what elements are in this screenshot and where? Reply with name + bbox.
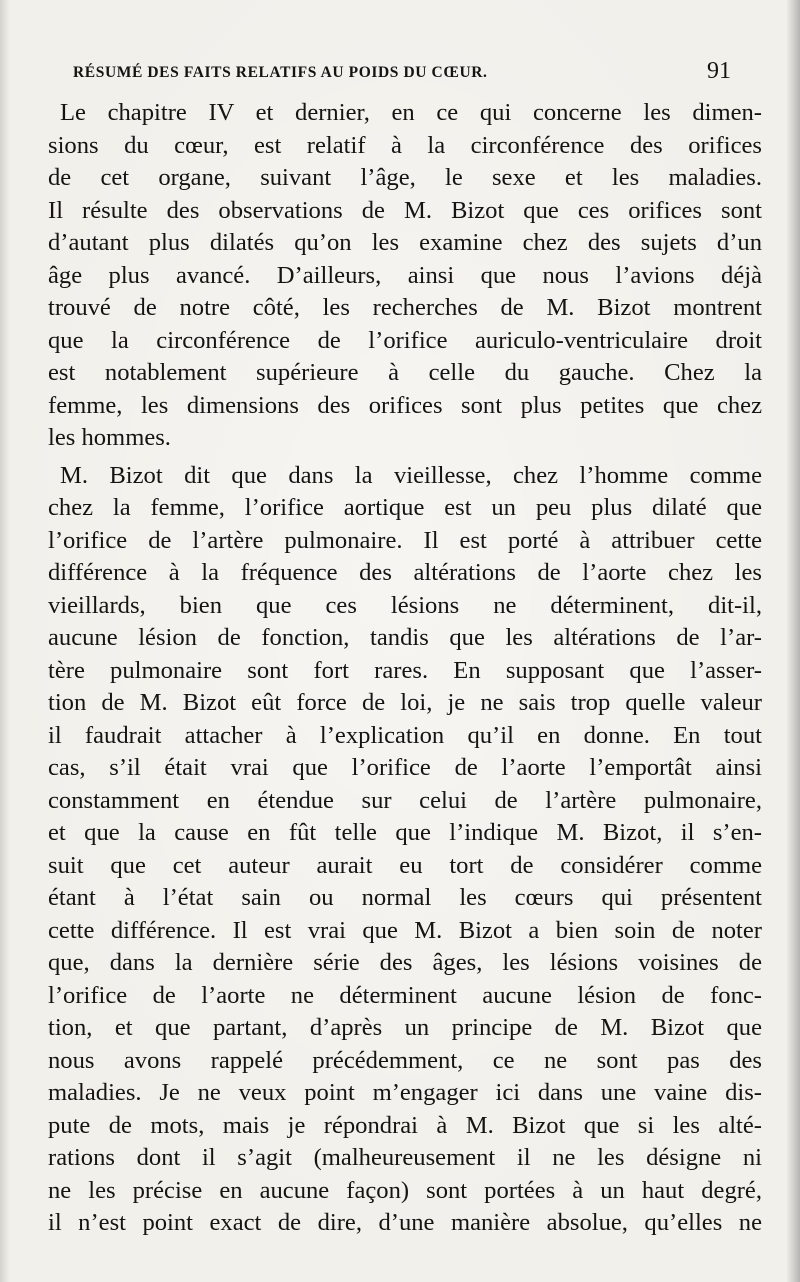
text-line: ne les précise en aucune façon) sont portées à un haut degré, bbox=[48, 1176, 762, 1204]
text-line: tion de M. Bizot eût force de loi, je ne sais trop quelle valeur bbox=[48, 689, 762, 716]
text-line: sions du cœur, est relatif à la circonférence des orifices bbox=[48, 131, 762, 159]
text-line: de cet organe, suivant l’âge, le sexe et les maladies. bbox=[48, 164, 762, 191]
text-line: chez la femme, l’orifice aortique est un peu plus dilaté que bbox=[48, 494, 762, 521]
text-line: Il résulte des observations de M. Bizot que ces orifices sont bbox=[48, 196, 762, 224]
text-line: cas, s’il était vrai que l’orifice de l’aorte l’emportât ainsi bbox=[48, 754, 762, 781]
body-text bbox=[48, 97, 762, 1240]
text-line: est notablement supérieure à celle du gauche. Chez la bbox=[48, 359, 762, 386]
text-line: tère pulmonaire sont fort rares. En supposant que l’asser- bbox=[48, 656, 762, 684]
page-edge-shadow-right bbox=[786, 0, 800, 1282]
text-line: les hommes. bbox=[48, 424, 171, 451]
text-line: cette différence. Il est vrai que M. Bizot a bien soin de noter bbox=[48, 916, 762, 944]
text-line: d’autant plus dilatés qu’on les examine chez des sujets d’un bbox=[48, 229, 762, 256]
text-line: suit que cet auteur aurait eu tort de considérer comme bbox=[48, 851, 762, 879]
text-line: différence à la fréquence des altérations de l’aorte chez les bbox=[48, 559, 762, 586]
text-line: âge plus avancé. D’ailleurs, ainsi que nous l’avions déjà bbox=[48, 261, 762, 289]
text-line: que, dans la dernière série des âges, les lésions voisines de bbox=[48, 949, 762, 976]
text-line: aucune lésion de fonction, tandis que les altérations de l’ar- bbox=[48, 624, 762, 651]
text-line: Le chapitre IV et dernier, en ce qui concerne les dimen- bbox=[60, 99, 762, 126]
text-line: pute de mots, mais je répondrai à M. Bizot que si les alté- bbox=[48, 1111, 762, 1139]
text-line: tion, et que partant, d’après un principe de M. Bizot que bbox=[48, 1014, 762, 1041]
text-line: rations dont il s’agit (malheureusement il ne les désigne ni bbox=[48, 1144, 762, 1171]
text-line: nous avons rappelé précédemment, ce ne sont pas des bbox=[48, 1046, 762, 1074]
text-line: femme, les dimensions des orifices sont plus petites que chez bbox=[48, 391, 762, 419]
text-line: maladies. Je ne veux point m’engager ici dans une vaine dis- bbox=[48, 1079, 762, 1106]
text-line: il n’est point exact de dire, d’une manière absolue, qu’elles ne bbox=[48, 1209, 762, 1236]
text-line: il faudrait attacher à l’explication qu’il en donne. En tout bbox=[48, 721, 762, 749]
running-title: RÉSUMÉ DES FAITS RELATIFS AU POIDS DU CŒUR. bbox=[73, 64, 488, 81]
running-head bbox=[73, 58, 733, 88]
page-number: 91 bbox=[707, 58, 731, 84]
text-line: vieillards, bien que ces lésions ne déterminent, dit-il, bbox=[48, 591, 762, 619]
text-line: constamment en étendue sur celui de l’artère pulmonaire, bbox=[48, 786, 762, 814]
page-edge-shadow-left bbox=[0, 0, 10, 1282]
text-line: que la circonférence de l’orifice auriculo-ventriculaire droit bbox=[48, 326, 762, 354]
text-line: l’orifice de l’artère pulmonaire. Il est porté à attribuer cette bbox=[48, 526, 762, 554]
text-line: et que la cause en fût telle que l’indique M. Bizot, il s’en- bbox=[48, 819, 762, 846]
text-line: l’orifice de l’aorte ne déterminent aucune lésion de fonc- bbox=[48, 981, 762, 1009]
text-line: trouvé de notre côté, les recherches de M. Bizot montrent bbox=[48, 294, 762, 321]
text-line: étant à l’état sain ou normal les cœurs qui présentent bbox=[48, 884, 762, 911]
text-line: M. Bizot dit que dans la vieillesse, chez l’homme comme bbox=[60, 461, 762, 489]
